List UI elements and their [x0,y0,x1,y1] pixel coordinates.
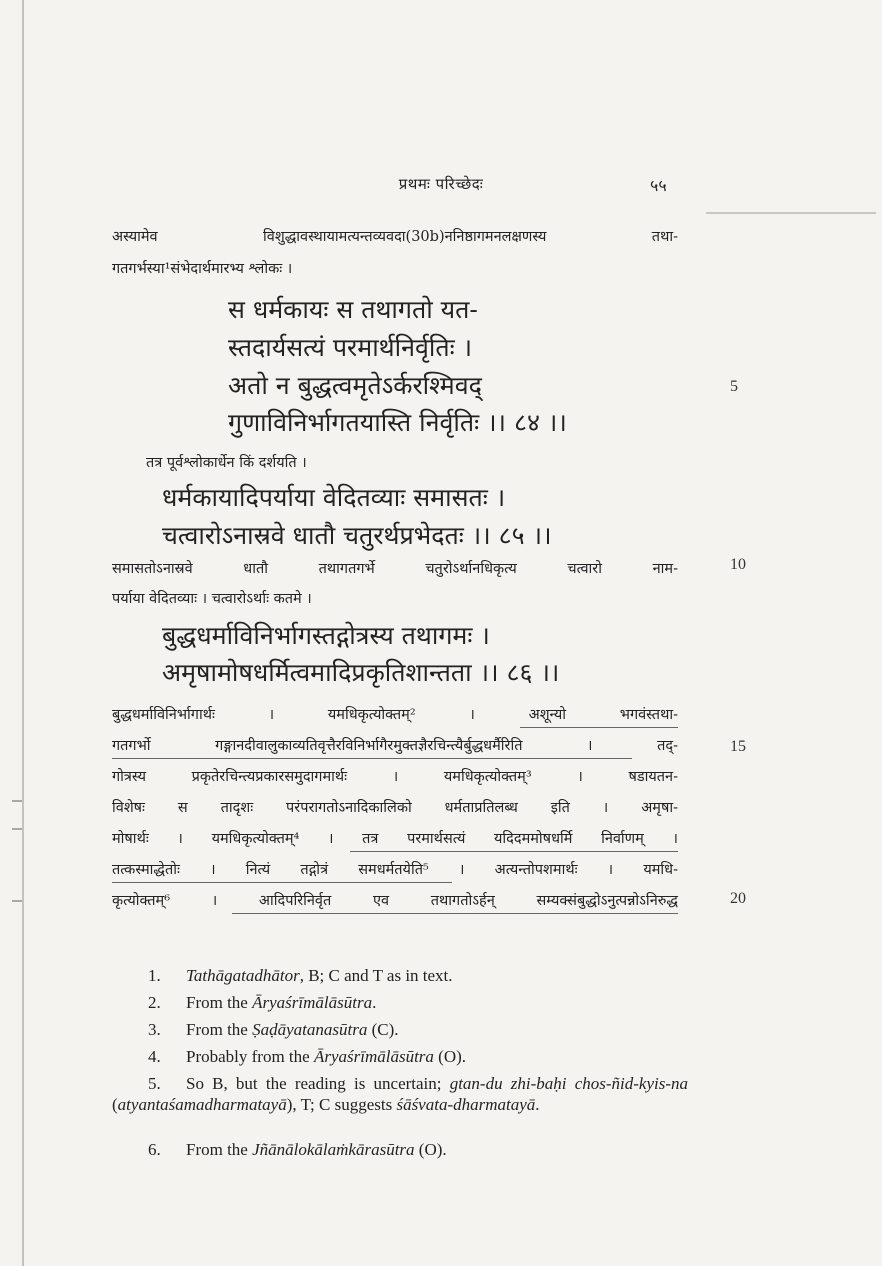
verse-line: चत्वारोऽनास्रवे धातौ चतुरर्थप्रभेदतः ।। ८५ ।। [162,521,552,550]
quotation-underline [350,851,678,852]
footnote-number: 4. [148,1047,161,1066]
verse-line: स धर्मकायः स तथागतो यत- [228,295,478,324]
prose-line: अस्यामेव विशुद्धावस्थायामत्यन्तव्यवदा(30b)ननिष्ठागमनलक्षणस्य तथा- [112,229,678,245]
footnote-number: 2. [148,993,161,1012]
footnote-text: So B, but the reading is uncertain; [186,1074,450,1093]
footnote-italic: śāśvata-dharmatayā [396,1095,536,1114]
prose-line: विशेषः स तादृशः परंपरागतोऽनादिकालिको धर्मताप्रतिलब्ध इति । अमृषा- [112,800,678,816]
page-number: ५५ [650,176,667,195]
footnote-italic: Āryaśrīmālāsūtra [252,993,373,1012]
footnote-number: 1. [148,966,161,985]
footnote-italic: Āryaśrīmālāsūtra [313,1047,434,1066]
prose-line: मोषार्थः । यमधिकृत्योक्तम्⁴ । तत्र परमार्थसत्यं यदिदममोषधर्मि निर्वाणम् । [112,831,678,847]
verse-line: स्तदार्यसत्यं परमार्थनिर्वृतिः । [228,333,473,362]
verse-line: अमृषामोषधर्मित्वमादिप्रकृतिशान्तता ।। ८६ ।। [162,658,560,687]
line-number: 5 [730,378,738,395]
prose-line: गतगर्भस्या¹संभेदार्थमारभ्य श्लोकः । [112,261,293,277]
footnote-text: (O). [414,1140,447,1159]
prose-line: तत्कस्माद्धेतोः । नित्यं तद्गोत्रं समधर्मतयेति⁵ । अत्यन्तोपशमार्थः । यमधि- [112,862,678,878]
footnote [148,993,376,1013]
footnote-number: 6. [148,1140,161,1159]
chapter-title: प्रथमः परिच्छेदः [398,175,484,193]
footnote-text: ), T; C suggests [286,1095,397,1114]
footnote [148,1020,399,1040]
line-number: 10 [730,556,746,573]
footnote-number: 3. [148,1020,161,1039]
verse-line: गुणाविनिर्भागतयास्ति निर्वृतिः ।। ८४ ।। [228,408,567,437]
footnote-text: , B; C and T as in text. [299,966,453,985]
footnote-text: . [372,993,377,1012]
prose-line: गोत्रस्य प्रकृतेरचिन्त्यप्रकारसमुदागमार्थः । यमधिकृत्योक्तम्³ । षडायतन- [112,769,678,785]
footnote [112,1073,688,1115]
line-number: 20 [730,890,746,907]
prose-line: गतगर्भो गङ्गानदीवालुकाव्यतिवृत्तैरविनिर्भागैरमुक्तज्ञैरचिन्त्यैर्बुद्धधर्मैरिति । तद्- [112,738,678,754]
verse-line: अतो न बुद्धत्वमृतेऽर्करश्मिवद् [228,371,482,400]
quotation-underline [112,882,452,883]
quotation-underline [232,913,678,914]
footnote-text: From the [186,1020,253,1039]
footnote-text: (O). [433,1047,467,1066]
footnote [148,1140,447,1160]
verse-line: धर्मकायादिपर्याया वेदितव्याः समासतः । [162,483,506,512]
prose-line: समासतोऽनास्रवे धातौ तथागतगर्भे चतुरोऽर्थानधिकृत्य चत्वारो नाम- [112,561,678,577]
quotation-underline [112,758,632,759]
verse-line: बुद्धधर्माविनिर्भागस्तद्गोत्रस्य तथागमः । [162,621,490,650]
footnote-text: From the [186,1140,253,1159]
line-number: 15 [730,738,746,755]
footnote-text: ( [112,1095,118,1114]
footnote [148,1047,466,1067]
footnote-italic: Tathāgatadhātor [186,966,300,985]
prose-line: बुद्धधर्माविनिर्भागार्थः । यमधिकृत्योक्तम्² । अशून्यो भगवंस्तथा- [112,707,678,723]
gutter-mark [12,900,22,902]
footnote-italic: Ṣaḍāyatanasūtra [252,1020,368,1039]
margin-rule [706,212,876,214]
footnote [148,966,453,986]
gutter-mark [12,828,22,830]
gutter-mark [12,800,22,802]
footnote-text: . [535,1095,540,1114]
footnote-text: From the [186,993,253,1012]
footnote-italic: Jñānālokālaṁkārasūtra [252,1140,415,1159]
running-header [0,174,882,198]
prose-line: कृत्योक्तम्⁶ । आदिपरिनिर्वृत एव तथागतोऽर्हन् सम्यक्संबुद्धोऽनुत्पन्नोऽनिरुद्ध [112,893,678,909]
prose-line: तत्र पूर्वश्लोकार्धेन किं दर्शयति । [146,455,307,471]
footnote-number: 5. [148,1074,161,1093]
footnote-italic: gtan-du zhi-baḥi chos-ñid-kyis-na [449,1074,689,1093]
footnote-text: (C). [367,1020,399,1039]
footnote-italic: atyantaśamadharmatayā [117,1095,287,1114]
quotation-underline [520,727,678,728]
footnote-text: Probably from the [186,1047,314,1066]
prose-line: पर्याया वेदितव्याः । चत्वारोऽर्थाः कतमे । [112,591,312,607]
